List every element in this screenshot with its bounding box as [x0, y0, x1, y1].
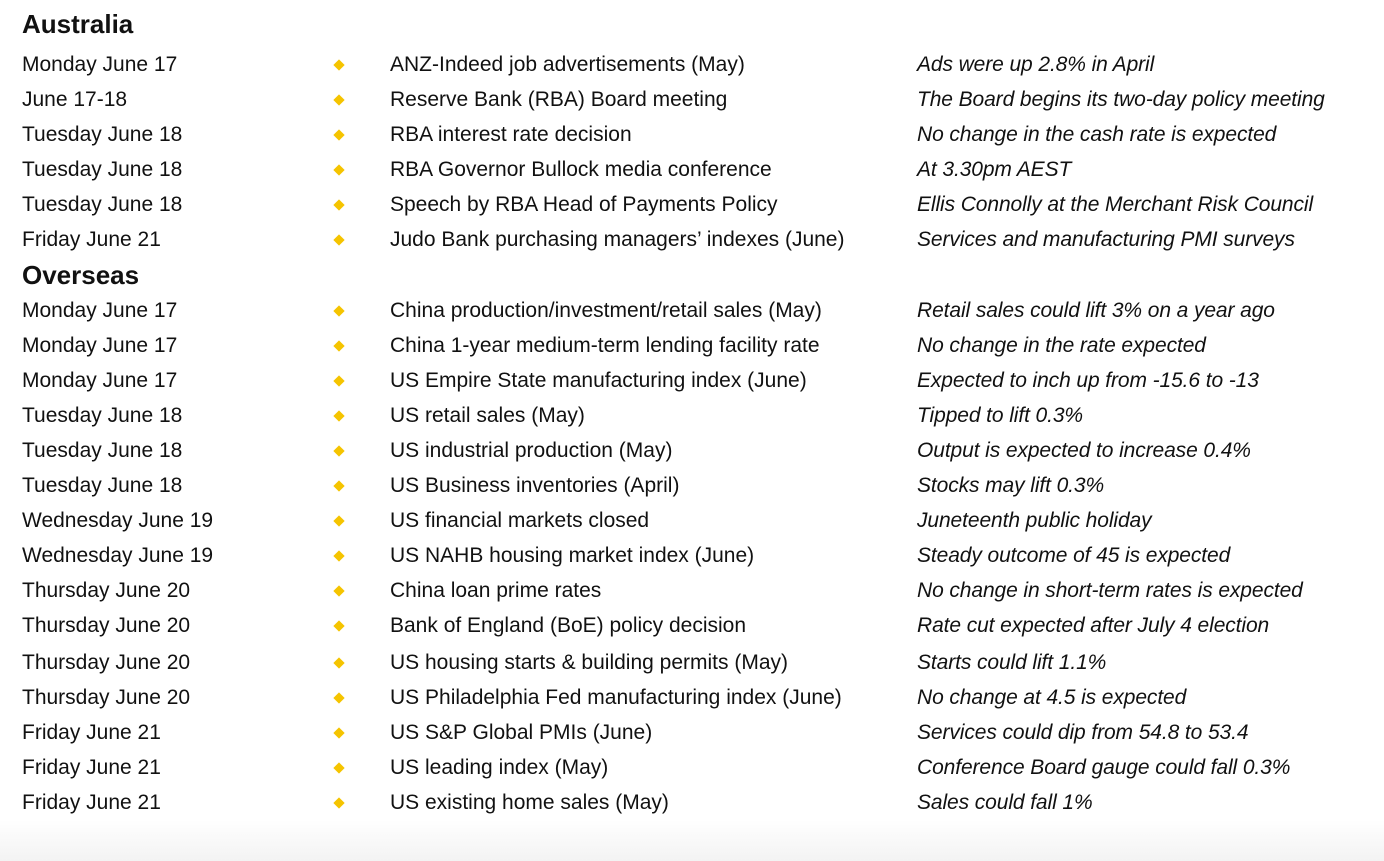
bullet-diamond-icon	[333, 59, 344, 70]
row-date: Friday June 21	[22, 228, 161, 251]
row-date: Monday June 17	[22, 299, 178, 322]
row-date: Tuesday June 18	[22, 439, 183, 462]
bullet-diamond-icon	[333, 340, 344, 351]
row-event: Reserve Bank (RBA) Board meeting	[390, 88, 728, 111]
row-date: Tuesday June 18	[22, 158, 183, 181]
bullet-diamond-icon	[333, 375, 344, 386]
bullet-diamond-icon	[333, 585, 344, 596]
bullet-diamond-icon	[333, 305, 344, 316]
row-note: At 3.30pm AEST	[917, 158, 1072, 181]
row-note: Stocks may lift 0.3%	[917, 474, 1105, 497]
section-title-australia: Australia	[22, 9, 134, 39]
row-event: RBA interest rate decision	[390, 123, 632, 146]
calendar-row	[0, 750, 1384, 785]
row-note: Ads were up 2.8% in April	[917, 53, 1155, 76]
row-date: Friday June 21	[22, 756, 161, 779]
bullet-diamond-icon	[333, 692, 344, 703]
calendar-row	[0, 117, 1384, 152]
row-event: China 1-year medium-term lending facility rate	[390, 334, 820, 357]
row-note: Tipped to lift 0.3%	[917, 404, 1084, 427]
row-date: Thursday June 20	[22, 686, 191, 709]
row-event: Speech by RBA Head of Payments Policy	[390, 193, 778, 216]
bullet-diamond-icon	[333, 445, 344, 456]
row-event: US leading index (May)	[390, 756, 609, 779]
row-note: Services could dip from 54.8 to 53.4	[917, 721, 1249, 744]
calendar-row	[0, 187, 1384, 222]
bullet-diamond-icon	[333, 410, 344, 421]
row-date: Tuesday June 18	[22, 193, 183, 216]
calendar-row	[0, 645, 1384, 680]
bullet-diamond-icon	[333, 129, 344, 140]
row-event: ANZ-Indeed job advertisements (May)	[390, 53, 745, 76]
row-note: Steady outcome of 45 is expected	[917, 544, 1231, 567]
row-event: US Business inventories (April)	[390, 474, 680, 497]
calendar-row	[0, 573, 1384, 608]
row-date: Thursday June 20	[22, 651, 191, 674]
calendar-row	[0, 398, 1384, 433]
row-date: Thursday June 20	[22, 579, 191, 602]
bullet-diamond-icon	[333, 657, 344, 668]
bullet-diamond-icon	[333, 762, 344, 773]
row-date: Tuesday June 18	[22, 474, 183, 497]
calendar-row	[0, 680, 1384, 715]
row-date: Monday June 17	[22, 334, 178, 357]
row-event: Judo Bank purchasing managers’ indexes (June)	[390, 228, 845, 251]
calendar-row	[0, 293, 1384, 328]
bullet-diamond-icon	[333, 94, 344, 105]
bullet-diamond-icon	[333, 727, 344, 738]
row-event: China loan prime rates	[390, 579, 602, 602]
row-event: US retail sales (May)	[390, 404, 585, 427]
calendar-row	[0, 433, 1384, 468]
row-note: Rate cut expected after July 4 election	[917, 614, 1270, 637]
calendar-row	[0, 82, 1384, 117]
row-note: Expected to inch up from -15.6 to -13	[917, 369, 1259, 392]
calendar-row	[0, 222, 1384, 257]
calendar-row	[0, 152, 1384, 187]
calendar-row	[0, 363, 1384, 398]
row-note: Output is expected to increase 0.4%	[917, 439, 1251, 462]
row-event: US existing home sales (May)	[390, 791, 669, 814]
row-date: Friday June 21	[22, 791, 161, 814]
row-note: No change in the cash rate is expected	[917, 123, 1277, 146]
calendar-row	[0, 715, 1384, 750]
calendar-row	[0, 608, 1384, 643]
row-note: No change in the rate expected	[917, 334, 1206, 357]
row-event: US financial markets closed	[390, 509, 650, 532]
calendar-row	[0, 47, 1384, 82]
calendar-row	[0, 503, 1384, 538]
bullet-diamond-icon	[333, 199, 344, 210]
row-date: Monday June 17	[22, 53, 178, 76]
row-note: Retail sales could lift 3% on a year ago	[917, 299, 1275, 322]
row-note: Sales could fall 1%	[917, 791, 1093, 814]
row-event: Bank of England (BoE) policy decision	[390, 614, 747, 637]
row-note: Juneteenth public holiday	[917, 509, 1152, 532]
bullet-diamond-icon	[333, 620, 344, 631]
row-event: US Philadelphia Fed manufacturing index (June)	[390, 686, 842, 709]
row-note: The Board begins its two-day policy meeting	[917, 88, 1325, 111]
row-date: Monday June 17	[22, 369, 178, 392]
row-event: China production/investment/retail sales (May)	[390, 299, 822, 322]
bullet-diamond-icon	[333, 234, 344, 245]
row-date: Tuesday June 18	[22, 404, 183, 427]
row-date: Tuesday June 18	[22, 123, 183, 146]
calendar-row	[0, 328, 1384, 363]
bullet-diamond-icon	[333, 515, 344, 526]
row-event: US industrial production (May)	[390, 439, 673, 462]
row-event: US NAHB housing market index (June)	[390, 544, 755, 567]
row-date: Thursday June 20	[22, 614, 191, 637]
row-date: Wednesday June 19	[22, 544, 214, 567]
row-date: Wednesday June 19	[22, 509, 214, 532]
section-title-overseas: Overseas	[22, 260, 140, 290]
row-note: Ellis Connolly at the Merchant Risk Council	[917, 193, 1314, 216]
row-event: RBA Governor Bullock media conference	[390, 158, 772, 181]
row-note: Conference Board gauge could fall 0.3%	[917, 756, 1291, 779]
row-date: June 17-18	[22, 88, 128, 111]
row-note: No change at 4.5 is expected	[917, 686, 1187, 709]
bullet-diamond-icon	[333, 480, 344, 491]
row-note: Starts could lift 1.1%	[917, 651, 1107, 674]
calendar-row	[0, 538, 1384, 573]
bullet-diamond-icon	[333, 797, 344, 808]
row-event: US housing starts & building permits (May)	[390, 651, 788, 674]
calendar-row	[0, 468, 1384, 503]
calendar-row	[0, 785, 1384, 820]
row-event: US S&P Global PMIs (June)	[390, 721, 653, 744]
bullet-diamond-icon	[333, 164, 344, 175]
row-note: Services and manufacturing PMI surveys	[917, 228, 1295, 251]
row-note: No change in short-term rates is expected	[917, 579, 1303, 602]
row-date: Friday June 21	[22, 721, 161, 744]
bullet-diamond-icon	[333, 550, 344, 561]
row-event: US Empire State manufacturing index (June)	[390, 369, 807, 392]
